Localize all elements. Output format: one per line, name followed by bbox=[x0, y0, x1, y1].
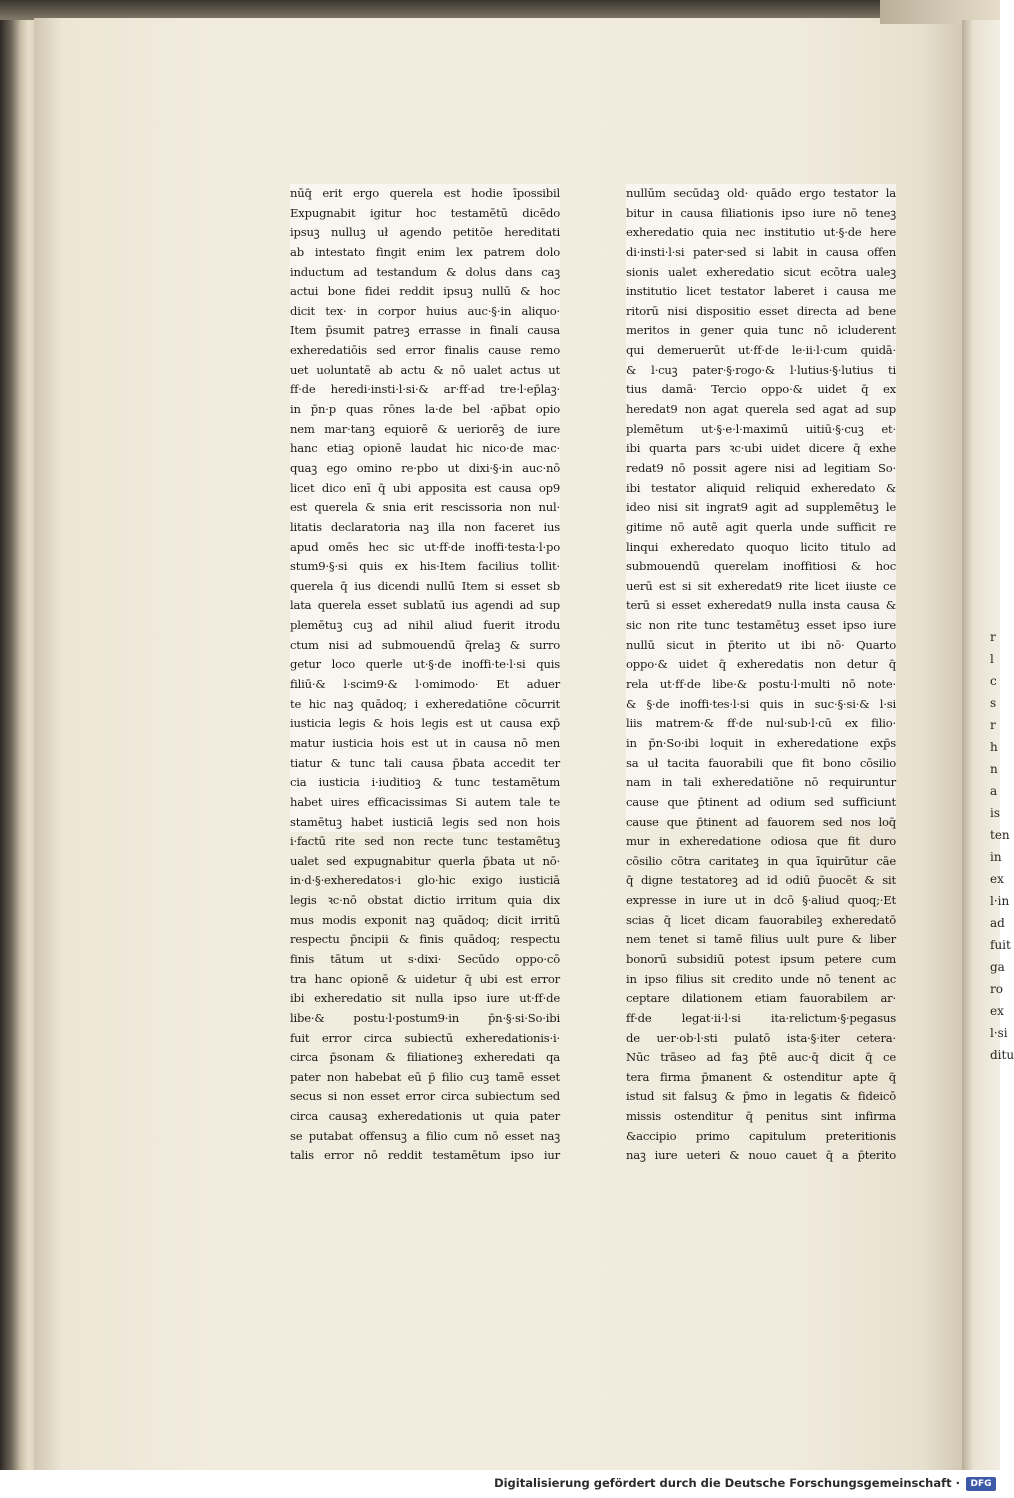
text-line: te hic naꝫ quādoq; i exheredatiōne cōcurrit bbox=[290, 696, 560, 711]
text-column-left bbox=[290, 184, 560, 1163]
text-line: uerū est si sit exheredat9 rite licet iiuste ce bbox=[626, 578, 896, 593]
text-line: Expugnabit igitur hoc testamētū dicēdo bbox=[290, 205, 560, 220]
text-line: plemētuꝫ cuꝫ ad nihil aliud fuerit itrodu bbox=[290, 618, 560, 633]
next-page-fragment: ex bbox=[990, 1004, 1004, 1018]
text-line: meritos in gener quia tunc nō icluderent bbox=[626, 323, 896, 338]
text-line: se putabat offensuꝫ a filio cum nō esset naꝫ bbox=[290, 1128, 560, 1143]
text-line: nam in tali exheredatiōne nō requiruntur bbox=[626, 775, 896, 790]
text-line: cause que p̄tinent ad fauorem sed nos loq̄ bbox=[626, 814, 896, 829]
text-line: stum9·§·si quis ex his·Item facilius tollit· bbox=[290, 559, 560, 574]
text-line: libe·& postu·l·postum9·in p̄n·§·si·So·ibi bbox=[290, 1010, 560, 1025]
text-line: nem mar·tanꝫ equiorē & ueriorēꝫ de iure bbox=[290, 421, 560, 436]
text-line: expresse in iure ut in dcō §·aliud quoq;·Et bbox=[626, 893, 896, 908]
text-line: naꝫ iure ueteri & nouo cauet q̄ a p̄terito bbox=[626, 1148, 896, 1163]
text-line: inductum ad testandum & dolus dans caꝫ bbox=[290, 264, 560, 279]
next-page-fragment: s bbox=[990, 696, 997, 710]
next-page-fragment: ad bbox=[990, 916, 1005, 930]
text-line: ipsuꝫ nulluꝫ uł agendo petitōe hereditati bbox=[290, 225, 560, 240]
text-line: ritorū nisi dispositio esset directa ad bene bbox=[626, 303, 896, 318]
text-line: ibi testator aliquid reliquid exheredato & bbox=[626, 480, 896, 495]
text-line: in·d·§·exheredatos·i glo·hic exigo iusticiā bbox=[290, 873, 560, 888]
text-line: scias q̄ licet dicam fauorabileꝫ exheredatō bbox=[626, 912, 896, 927]
text-line: oppo·& uidet q̄ exheredatis non detur q̄ bbox=[626, 657, 896, 672]
text-line: ctum nisi ad submouendū q̄relaꝫ & surro bbox=[290, 637, 560, 652]
text-line: Item p̄sumit patreꝫ errasse in finali causa bbox=[290, 323, 560, 338]
text-line: secus si non esset error circa subiectum sed bbox=[290, 1089, 560, 1104]
next-page-fragment: l bbox=[990, 652, 994, 666]
text-line: di·insti·l·si pater·sed si labit in causa offen bbox=[626, 244, 896, 259]
text-line: ceptare dilationem etiam fauorabilem ar· bbox=[626, 991, 896, 1006]
text-line: uet uoluntatē ab actu & nō ualet actus ut bbox=[290, 362, 560, 377]
text-line: dicit tex· in corpor huius auc·§·in aliquo· bbox=[290, 303, 560, 318]
text-line: q̄ digne testatoreꝫ ad id odiū p̄uocēt & sit bbox=[626, 873, 896, 888]
text-line: nullū sicut in p̄terito ut ibi nō· Quarto bbox=[626, 637, 896, 652]
text-line: i·factū rite sed non recte tunc testamētuꝫ bbox=[290, 834, 560, 849]
next-page-fragment: ro bbox=[990, 982, 1003, 996]
text-line: bonorū subsidiū potest ipsum petere cum bbox=[626, 951, 896, 966]
text-line: iusticia legis & hois legis est ut causa exp̄ bbox=[290, 716, 560, 731]
text-line: & §·de inoffi·tes·l·si quis in suc·§·si·& l·si bbox=[626, 696, 896, 711]
next-page-fragment: fuit bbox=[990, 938, 1011, 952]
next-page-fragment: l·in bbox=[990, 894, 1010, 908]
text-line: terū si esset exheredat9 nulla insta causa & bbox=[626, 598, 896, 613]
text-line: exheredatio quia nec institutio ut·§·de here bbox=[626, 225, 896, 240]
text-line: apud omēs hec sic ut·ff·de inoffi·testa·l·po bbox=[290, 539, 560, 554]
text-line: nullūm secūdaꝫ old· quādo ergo testator la bbox=[626, 186, 896, 200]
text-line: sa uł tacita fauorabili que fit bono cōsilio bbox=[626, 755, 896, 770]
text-line: istud sit falsuꝫ & p̄mo in legatis & fideicō bbox=[626, 1089, 896, 1104]
dfg-logo: DFG bbox=[966, 1477, 996, 1491]
text-line: circa p̄sonam & filiationeꝫ exheredati qa bbox=[290, 1050, 560, 1065]
text-line: mur in exheredatione odiosa que fit duro bbox=[626, 834, 896, 849]
text-line: nem tenet si tamē filius uult pure & liber bbox=[626, 932, 896, 947]
text-line: tiatur & tunc tali causa p̄bata accedit ter bbox=[290, 755, 560, 770]
text-line: legis ꝛc·nō obstat dictio irritum quia dix bbox=[290, 893, 560, 908]
text-line: submouendū querelam inoffitiosi & hoc bbox=[626, 559, 896, 574]
text-line: ibi quarta pars ꝛc·ubi uidet dicere q̄ exhe bbox=[626, 441, 896, 456]
book-fore-edge-left bbox=[0, 20, 38, 1470]
text-line: in ipso filius sit credito unde nō tenent ac bbox=[626, 971, 896, 986]
text-line: litatis declaratoria naꝫ illa non faceret ius bbox=[290, 519, 560, 534]
next-page-fragment: ga bbox=[990, 960, 1005, 974]
text-line: sionis ualet exheredatio sicut ecōtra ualeꝫ bbox=[626, 264, 896, 279]
text-line: cause que p̄tinent ad odium sed sufficiunt bbox=[626, 794, 896, 809]
next-page-edge bbox=[962, 20, 1014, 1470]
text-line: hanc etiaꝫ opionē laudat hic nico·de mac· bbox=[290, 441, 560, 456]
text-column-right bbox=[626, 184, 896, 1163]
text-line: licet dico enī q̄ ubi apposita est causa op9 bbox=[290, 480, 560, 495]
text-line: fuit error circa subiectū exheredationis·i· bbox=[290, 1030, 560, 1045]
text-line: ideo nisi sit ingrat9 agit ad supplemētuꝫ le bbox=[626, 500, 896, 515]
next-page-text bbox=[962, 20, 1014, 1066]
next-page-fragment: r bbox=[990, 718, 996, 732]
text-line: respectu p̄ncipii & finis quādoq; respectu bbox=[290, 932, 560, 947]
next-page-fragment: in bbox=[990, 850, 1002, 864]
text-line: liis matrem·& ff·de nul·sub·l·cū ex filio· bbox=[626, 716, 896, 731]
text-line: lata querela esset sublatū ius agendi ad sup bbox=[290, 598, 560, 613]
text-line: bitur in causa filiationis ipso iure nō teneꝫ bbox=[626, 205, 896, 220]
text-line: circa causaꝫ exheredationis ut quia pater bbox=[290, 1109, 560, 1124]
next-page-fragment: h bbox=[990, 740, 998, 754]
next-page-fragment: l·si bbox=[990, 1026, 1008, 1040]
text-line: ibi exheredatio sit nulla ipso iure ut·ff·de bbox=[290, 991, 560, 1006]
text-line: redat9 nō possit agere nisi ad legitiam So· bbox=[626, 460, 896, 475]
text-line: de uer·ob·l·sti pulatō ista·§·iter cetera· bbox=[626, 1030, 896, 1045]
text-line: pater non habebat eū p̄ filio cuꝫ tamē esset bbox=[290, 1069, 560, 1084]
text-line: talis error nō reddit testamētum ipso iur bbox=[290, 1148, 560, 1163]
text-line: rela ut·ff·de libe·& postu·l·multi nō note· bbox=[626, 677, 896, 692]
text-line: habet uires efficacissimas Si autem tale te bbox=[290, 794, 560, 809]
text-line: matur iusticia hois est ut in causa nō men bbox=[290, 735, 560, 750]
text-line: ff·de legat·ii·l·si ita·relictum·§·pegasus bbox=[626, 1010, 896, 1025]
next-page-fragment: ten bbox=[990, 828, 1010, 842]
text-line: actui bone fidei reddit ipsuꝫ nullū & hoc bbox=[290, 284, 560, 299]
text-line: institutio licet testator laberet i causa me bbox=[626, 284, 896, 299]
text-line: nūq̄ erit ergo querela est hodie īpossibil bbox=[290, 186, 560, 200]
text-line: tra hanc opionē & uidetur q̄ ubi est error bbox=[290, 971, 560, 986]
text-line: getur loco querle ut·§·de inoffi·te·l·si quis bbox=[290, 657, 560, 672]
text-line: ualet sed expugnabitur querla p̄bata ut nō· bbox=[290, 853, 560, 868]
text-line: mus modis exponit naꝫ quādoq; dicit irritū bbox=[290, 912, 560, 927]
next-page-fragment: r bbox=[990, 630, 996, 644]
text-line: filiū·& l·scim9·& l·omimodo· Et aduer bbox=[290, 677, 560, 692]
text-line: cia iusticia i·iuditioꝫ & tunc testamētum bbox=[290, 775, 560, 790]
text-line: sic non rite tunc testamētuꝫ esset ipso iure bbox=[626, 618, 896, 633]
next-page-fragment: n bbox=[990, 762, 998, 776]
text-line: ab intestato fingit enim lex patrem dolo bbox=[290, 244, 560, 259]
next-page-fragment: ditu bbox=[990, 1048, 1014, 1062]
text-line: qui demeruerūt ut·ff·de le·ii·l·cum quidā· bbox=[626, 343, 896, 358]
text-line: quaꝫ ego omino re·pbo ut dixi·§·in auc·nō bbox=[290, 460, 560, 475]
text-line: exheredatiōis sed error finalis cause remo bbox=[290, 343, 560, 358]
text-line: in p̄n·So·ibi loquit in exheredatione exp̄s bbox=[626, 735, 896, 750]
text-line: tius damā· Tercio oppo·& uidet q̄ ex bbox=[626, 382, 896, 397]
text-line: stamētuꝫ habet iusticiā legis sed non hois bbox=[290, 814, 560, 829]
text-line: cōsilio cōtra caritateꝫ in qua īquirūtur cāe bbox=[626, 853, 896, 868]
next-page-fragment: is bbox=[990, 806, 1000, 820]
text-line: gitime nō autē agit querla unde sufficit re bbox=[626, 519, 896, 534]
footer-bar bbox=[0, 1470, 1000, 1498]
next-page-fragment: ex bbox=[990, 872, 1004, 886]
text-line: in p̄n·p quas rōnes la·de bel ·ap̄bat opio bbox=[290, 402, 560, 417]
text-line: querela q̄ ius dicendi nullū Item si esset sb bbox=[290, 578, 560, 593]
text-line: ff·de heredi·insti·l·si·& ar·ff·ad tre·l·ep̄laꝫ· bbox=[290, 382, 560, 397]
funding-credit: Digitalisierung gefördert durch die Deutsche Forschungsgemeinschaft · bbox=[494, 1476, 960, 1490]
text-line: heredat9 non agat querela sed agat ad sup bbox=[626, 402, 896, 417]
text-line: linqui exheredato quoquo licito titulo ad bbox=[626, 539, 896, 554]
text-line: Nūc trāseo ad faꝫ p̄tē auc·q̄ dicit q̄ ce bbox=[626, 1050, 896, 1065]
text-line: tera firma p̄manent & ostenditur apte q̄ bbox=[626, 1069, 896, 1084]
next-page-fragment: c bbox=[990, 674, 997, 688]
text-line: missis ostenditur q̄ penitus sint infirma bbox=[626, 1109, 896, 1124]
text-line: &accipio primo capitulum preteritionis bbox=[626, 1128, 896, 1143]
text-line: plemētum ut·§·e·l·maximū uitiū·§·cuꝫ et· bbox=[626, 421, 896, 436]
text-line: est querela & snia erit rescissoria non nul· bbox=[290, 500, 560, 515]
text-line: finis tātum ut s·dixi· Secūdo oppo·cō bbox=[290, 951, 560, 966]
text-line: & l·cuꝫ pater·§·rogo·& l·lutius·§·lutius ti bbox=[626, 362, 896, 377]
next-page-fragment: a bbox=[990, 784, 998, 798]
